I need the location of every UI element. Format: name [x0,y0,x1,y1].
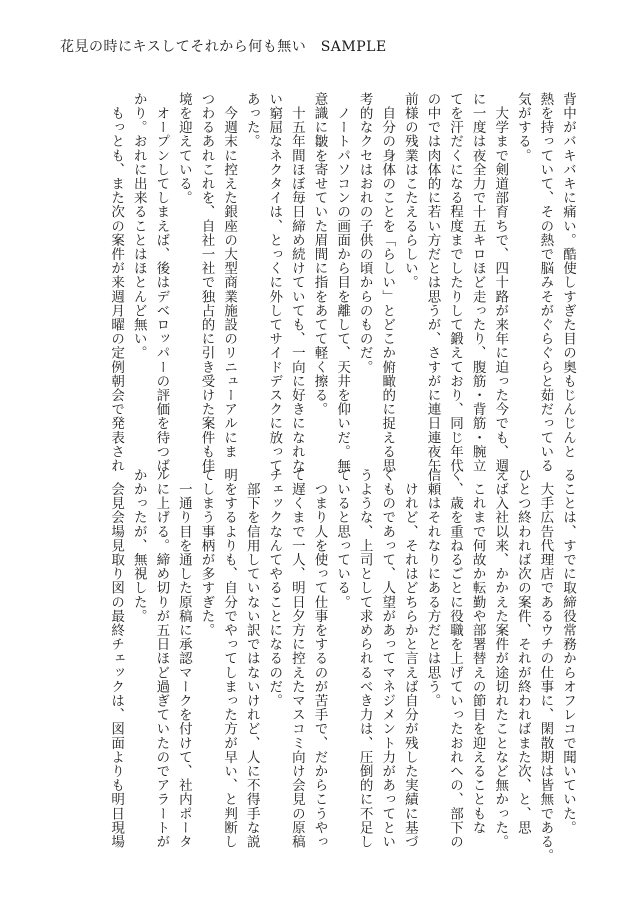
text-line: くものであって、人望があってマネジメント力があってとい [379,468,396,849]
text-line: あった。 [243,92,260,149]
text-line: 考的なクセはおれの子供の頃からのものだ。 [356,92,373,374]
text-line: ルに上げる。締め切りが五日ほど過ぎていたのでアラートが [153,468,170,849]
text-line: 気がする。 [514,92,531,163]
text-line: 意識に皺を寄せていた眉間に指をあてて軽く擦る。 [311,92,328,417]
text-line: 大学まで剣道部育ちで、四十路が来年に迫った今でも、週 [492,92,509,473]
text-line: て遅くまで一人、明日夕方に控えたマスコミ向け会見の原稿 [288,468,305,849]
text-line: ていると思っている。 [334,468,351,609]
text-line: 熱を持っていて、その熱で脳みそがぐらぐらと茹だっている [537,92,554,473]
text-line: 一通り目を通した原稿に承認マークを付けて、社内ポータ [175,468,192,849]
text-line: チェックなんてやることになるのだ。 [266,468,283,708]
text-line: これまで何故か転勤や部署替えの節目を迎えることもな [469,468,486,835]
text-line: かり。おれに出来ることはほとんど無い。 [130,92,147,360]
text-line: オープンしてしまえば、後はデベロッパーの評価を待つば [153,92,170,473]
text-line: 背中がバキバキに痛い。酷使しすぎた目の奥もじんじんと [560,92,576,459]
text-line: かかったが、無視した。 [130,468,147,624]
text-line: てしまう事柄が多すぎた。 [198,468,215,638]
text-line: 自分の身体のことを「らしい」とどこか俯瞰的に捉える思 [379,92,396,473]
text-line: の中では肉体的に若い方だとは思うが、さすがに連日連夜午 [424,92,441,473]
text-line: ひとつ終われば次の案件、それが終わればまた次、と、思 [514,468,531,835]
text-line: つまり人を使って仕事をするのが苦手で、だからこうやっ [311,468,328,849]
page-header: 花見の時にキスしてそれから何も無い SAMPLE [60,39,387,55]
text-line: く、歳を重ねるごとに役職を上げていったおれへの、部下の [447,468,464,849]
text-line: ノートパソコンの画面から目を離して、天井を仰いだ。無 [334,92,351,473]
text-line: に一度は夜全力で十五キロほど走ったり、腹筋・背筋・腕立 [469,92,486,473]
text-line: い窮屈なネクタイは、とっくに外してサイドデスクに放って [266,92,283,473]
text-line: もっとも、また次の案件が来週月曜の定例朝会で発表され [108,92,125,473]
text-line: てを汗だくになる程度までしたりして鍛えており、同じ年代 [447,92,464,473]
text-line: 会見会場見取り図の最終チェックは、図面よりも明日現場 [108,468,125,849]
lower-text-block [108,468,579,863]
text-line: うような、上司として求められるべき力は、圧倒的に不足し [356,468,373,849]
text-line: えば入社以来、かかえた案件が途切れたことなど無かった。 [492,468,509,849]
text-line: 十五年間ほぼ毎日締め続けていても、一向に好きになれな [288,92,305,473]
upper-text-block [108,92,579,473]
text-line: 境を迎えている。 [175,92,192,205]
text-line: 今週末に控えた銀座の大型商業施設のリニューアルにま [221,92,238,459]
text-line: けれど、それはどちらかと言えば自分が残した実績に基づ [401,468,418,849]
text-line: ることは、すでに取締役常務からオフレコで聞いていた。 [560,468,576,835]
text-line: 前様の残業はこたえるらしい。 [401,92,418,290]
text-line: 信頼はそれなりにある方だとは思う。 [424,468,441,708]
text-line: 部下を信用していない訳ではないけれど、人に不得手な説 [243,468,260,849]
text-line: 明をするよりも、自分でやってしまった方が早い、と判断し [221,468,238,849]
text-line: つわるあれこれを、自社一社で独占的に引き受けた案件も佳 [198,92,215,473]
text-line: 大手広告代理店であるウチの仕事に、閑散期は皆無である。 [537,468,554,863]
